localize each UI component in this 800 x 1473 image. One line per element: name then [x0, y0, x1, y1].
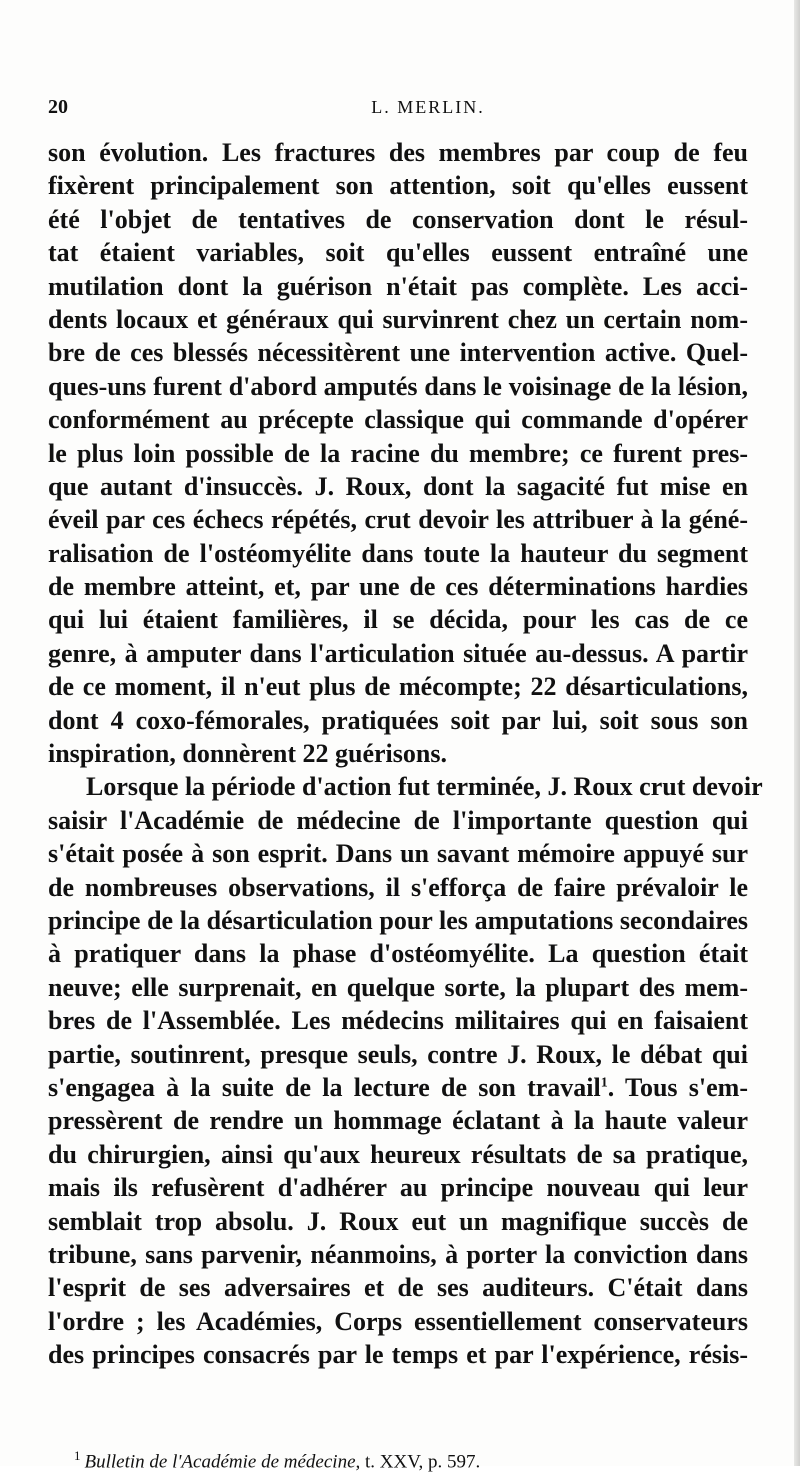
footnote-citation: t. XXV, p. 597. [360, 1451, 481, 1473]
text-line: s'était posée à son esprit. Dans un savant mémoire appuyé sur [48, 839, 748, 869]
text-line: du chirurgien, ainsi qu'aux heureux résultats de sa pratique, [48, 1139, 748, 1169]
text-line: que autant d'insuccès. J. Roux, dont la sagacité fut mise en [48, 471, 748, 501]
text-line: bres de l'Assemblée. Les médecins militaires qui en faisaient [48, 1006, 748, 1036]
text-line: de ce moment, il n'eut plus de mécompte; 22 désarticulations, [48, 672, 748, 702]
body-text [48, 136, 763, 1371]
text-line: l'esprit de ses adversaires et de ses auditeurs. C'était dans [48, 1273, 748, 1303]
text-line: de membre atteint, et, par une de ces déterminations hardies [48, 572, 748, 602]
page-edge [794, 0, 800, 1466]
text-line: Lorsque la période d'action fut terminée, J. Roux crut devoir [86, 772, 763, 802]
text-line: dont 4 coxo-fémorales, pratiquées soit par lui, soit sous son [48, 705, 748, 735]
text-line: son évolution. Les fractures des membres par coup de feu [48, 138, 748, 167]
text-line: mais ils refusèrent d'adhérer au principe nouveau qui leur [48, 1173, 748, 1203]
text-line: des principes consacrés par le temps et par l'expérience, résis- [48, 1340, 748, 1370]
text-line: ques-uns furent d'abord amputés dans le voisinage de la lésion, [48, 371, 748, 401]
running-head [48, 96, 748, 126]
text-line: bre de ces blessés nécessitèrent une intervention active. Quel- [48, 338, 748, 368]
text-line: tat étaient variables, soit qu'elles eussent entraîné une [48, 238, 748, 268]
text-segment: s'engagea à la suite de la lecture de son travail [48, 1072, 601, 1102]
text-line: partie, soutinrent, presque seuls, contre J. Roux, le débat qui [48, 1039, 748, 1069]
text-line: conformément au précepte classique qui commande d'opérer [48, 405, 748, 435]
text-line: qui lui étaient familières, il se décida, pour les cas de ce [48, 605, 748, 635]
text-line: l'ordre ; les Académies, Corps essentiellement conservateurs [48, 1306, 748, 1336]
text-line: de nombreuses observations, il s'efforça de faire prévaloir le [48, 872, 748, 902]
text-line: inspiration, donnèrent 22 guérisons. [48, 739, 447, 769]
text-line: fixèrent principalement son attention, soit qu'elles eussent [48, 171, 748, 201]
text-line: semblait trop absolu. J. Roux eut un magnifique succès de [48, 1206, 748, 1236]
footnote [74, 1448, 480, 1473]
text-line: ralisation de l'ostéomyélite dans toute la hauteur du segment [48, 538, 748, 568]
text-line: genre, à amputer dans l'articulation située au-dessus. A partir [48, 638, 748, 668]
text-line: pressèrent de rendre un hommage éclatant à la haute valeur [48, 1106, 748, 1136]
running-head-author: L. MERLIN. [371, 97, 485, 117]
page-number: 20 [48, 96, 68, 118]
text-line: le plus loin possible de la racine du membre; ce furent pres- [48, 438, 748, 468]
text-line-with-footnote-ref [48, 1071, 748, 1104]
text-line: saisir l'Académie de médecine de l'importante question qui [48, 805, 748, 835]
footnote-title: Bulletin de l'Académie de médecine, [84, 1451, 361, 1473]
footnote-mark: 1 [74, 1448, 81, 1463]
text-line: neuve; elle surprenait, en quelque sorte, la plupart des mem- [48, 972, 748, 1002]
text-line: été l'objet de tentatives de conservation dont le résul- [48, 204, 748, 234]
text-line: mutilation dont la guérison n'était pas complète. Les acci- [48, 271, 748, 301]
text-segment: . Tous s'em- [607, 1072, 748, 1102]
text-line: tribune, sans parvenir, néanmoins, à porter la conviction dans [48, 1239, 748, 1269]
text-line: éveil par ces échecs répétés, crut devoir les attribuer à la géné- [48, 505, 748, 535]
footnote-ref[interactable]: 1 [600, 1075, 608, 1091]
text-line: dents locaux et généraux qui survinrent chez un certain nom- [48, 304, 748, 334]
text-line: principe de la désarticulation pour les amputations secondaires [48, 905, 748, 935]
text-line: à pratiquer dans la phase d'ostéomyélite. La question était [48, 939, 748, 969]
